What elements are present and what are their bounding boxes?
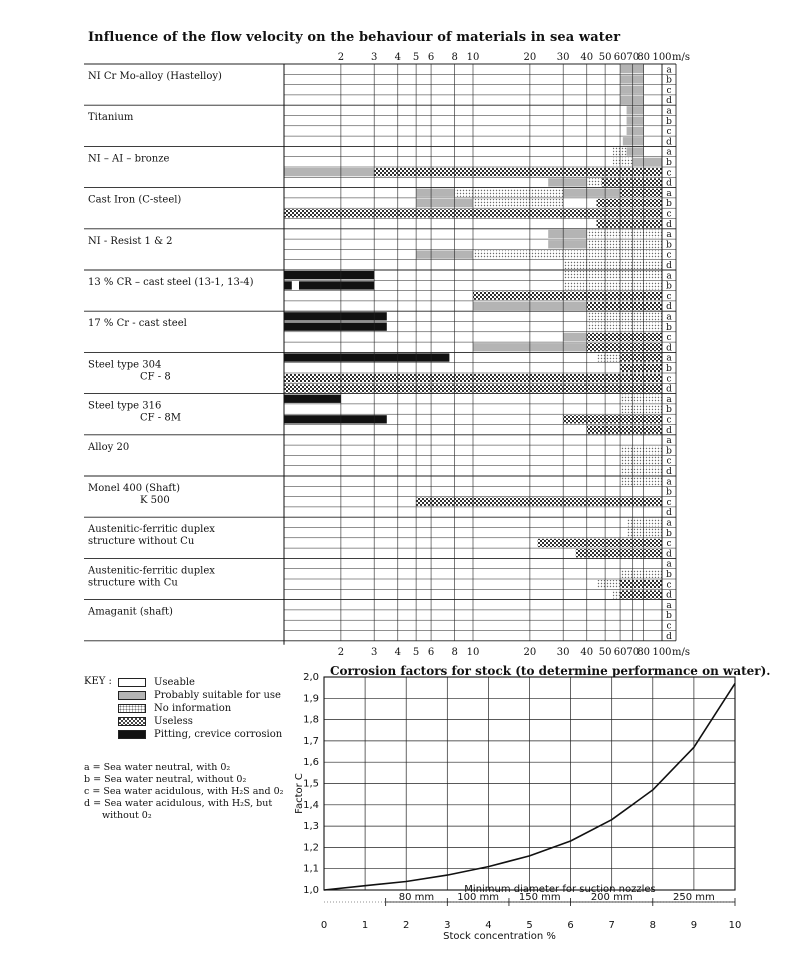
condition-label-b: b xyxy=(666,322,672,333)
x-tick-label-bottom: 3 xyxy=(370,646,378,658)
bar-no-info xyxy=(597,580,621,588)
condition-label-a: a xyxy=(666,188,672,199)
legend-swatch-useable xyxy=(118,678,146,687)
condition-label-d: d xyxy=(666,549,672,560)
legend-label: Pitting, crevice corrosion xyxy=(154,728,283,740)
material-label: Cast Iron (C-steel) xyxy=(88,194,182,206)
x-tick-label-bottom: 60 xyxy=(613,646,627,658)
bar-probably xyxy=(627,106,644,114)
bar-probably xyxy=(627,147,644,155)
y-tick-label: 2,0 xyxy=(303,672,319,683)
legend-label: Useless xyxy=(154,715,193,727)
bar-probably xyxy=(620,96,644,104)
x-unit-label-top: m/s xyxy=(672,52,690,63)
x-tick-label: 0 xyxy=(320,920,328,931)
nozzle-range-label: 250 mm xyxy=(673,892,715,903)
condition-label-d: d xyxy=(666,508,672,519)
legend-swatch-no-info xyxy=(118,704,146,713)
x-tick-label-top: 80 xyxy=(637,52,651,63)
nozzle-annotation-title: Minimum diameter for suction nozzles xyxy=(464,884,656,895)
bar-useless xyxy=(538,539,662,547)
x-tick-label: 10 xyxy=(728,920,742,931)
bar-useless xyxy=(473,292,662,300)
bar-probably xyxy=(416,199,473,207)
legend-swatch-pitting xyxy=(118,730,146,739)
condition-label-d: d xyxy=(666,343,672,354)
legend-heading: KEY : xyxy=(84,676,112,687)
condition-label-c: c xyxy=(666,85,672,96)
material-label: 17 % Cr - cast steel xyxy=(88,318,187,330)
x-tick-label-bottom: 80 xyxy=(637,646,651,658)
x-tick-label-bottom: 30 xyxy=(556,646,570,658)
nozzle-range-label: 150 mm xyxy=(518,892,561,903)
bar-useless xyxy=(620,364,662,372)
bar-pitting xyxy=(284,395,341,403)
x-tick-label-top: 70 xyxy=(626,52,640,63)
material-label: Steel type 316 xyxy=(88,400,162,412)
material-label: NI - Resist 1 & 2 xyxy=(88,235,173,247)
bar-probably xyxy=(416,189,455,197)
condition-label-a: a xyxy=(666,312,672,323)
x-tick-label: 7 xyxy=(608,920,615,931)
condition-label-c: c xyxy=(666,580,672,591)
condition-label-c: c xyxy=(666,374,672,385)
condition-note-d-cont: without 0₂ xyxy=(102,810,152,821)
x-unit-label-bottom: m/s xyxy=(672,646,690,658)
material-label: NI Cr Mo-alloy (Hastelloy) xyxy=(88,71,222,82)
y-tick-label: 1,8 xyxy=(303,714,319,726)
bar-useless xyxy=(597,199,663,207)
bar-useless xyxy=(587,426,662,434)
bar-probably xyxy=(620,86,644,94)
condition-label-c: c xyxy=(666,456,672,467)
x-tick-label-top: 6 xyxy=(427,52,435,63)
x-tick-label-bottom: 20 xyxy=(523,646,537,658)
condition-label-c: c xyxy=(666,291,672,302)
material-label: Titanium xyxy=(88,112,134,124)
material-label: Amaganit (shaft) xyxy=(88,606,173,618)
x-tick-label-top: 8 xyxy=(451,52,458,63)
x-tick-label-top: 5 xyxy=(412,52,420,63)
y-tick-label: 1,4 xyxy=(303,799,319,811)
bar-no-info xyxy=(620,456,662,464)
x-tick-label: 4 xyxy=(485,920,492,931)
x-tick-label: 8 xyxy=(649,920,656,931)
bar-useless xyxy=(563,415,587,423)
condition-label-b: b xyxy=(666,446,672,457)
nozzle-range-label: 200 mm xyxy=(590,892,633,903)
condition-label-c: c xyxy=(666,209,672,220)
x-tick-label-bottom: 8 xyxy=(451,646,458,658)
x-tick-label-top: 20 xyxy=(523,52,537,63)
x-tick-label-bottom: 40 xyxy=(580,646,594,658)
bar-useless xyxy=(587,333,662,341)
condition-note-b: b = Sea water neutral, without 0₂ xyxy=(84,774,247,785)
condition-label-d: d xyxy=(666,261,672,271)
bar-no-info xyxy=(587,178,602,186)
condition-label-b: b xyxy=(666,528,672,539)
condition-label-b: b xyxy=(666,405,672,416)
material-label-line2: CF - 8M xyxy=(140,412,181,424)
bar-probably xyxy=(416,250,473,258)
bar-no-info xyxy=(455,189,564,197)
x-tick-label: 9 xyxy=(690,920,698,931)
nozzle-range-label: 100 mm xyxy=(457,892,499,903)
bar-probably xyxy=(563,333,587,341)
legend-item-useless xyxy=(118,715,193,727)
x-tick-label: 2 xyxy=(403,920,410,931)
bar-no-info xyxy=(587,312,662,320)
material-label: NI – AI – bronze xyxy=(88,153,170,165)
condition-label-d: d xyxy=(666,425,672,436)
condition-label-c: c xyxy=(666,621,672,632)
x-tick-label-bottom: 6 xyxy=(427,646,435,658)
bar-no-info xyxy=(620,446,662,454)
legend-swatch-probably xyxy=(118,691,146,700)
bar-probably xyxy=(627,127,644,135)
condition-label-a: a xyxy=(666,65,672,76)
material-label-line2: K 500 xyxy=(140,495,170,506)
legend-item-useable xyxy=(118,676,195,688)
y-tick-label: 1,7 xyxy=(303,735,319,747)
x-tick-label-bottom: 2 xyxy=(337,646,345,658)
bar-no-info xyxy=(620,405,662,413)
bar-pitting xyxy=(299,281,374,289)
condition-label-d: d xyxy=(666,178,672,189)
x-tick-label-top: 50 xyxy=(598,52,612,63)
legend-label: Probably suitable for use xyxy=(154,689,281,701)
bar-useless xyxy=(576,549,662,557)
bar-pitting xyxy=(284,415,387,423)
x-tick-label-top: 3 xyxy=(370,52,378,63)
y-tick-label: 1,9 xyxy=(303,693,319,705)
bar-useless xyxy=(416,498,662,506)
x-tick-label-top: 100 xyxy=(652,52,672,63)
bar-no-info xyxy=(613,147,627,155)
legend-item-no-info xyxy=(118,702,231,714)
bar-no-info xyxy=(587,230,662,238)
x-tick-label-top: 2 xyxy=(337,52,345,63)
bar-probably xyxy=(633,158,662,166)
x-tick-label-bottom: 4 xyxy=(394,646,401,658)
y-axis-label: Factor C xyxy=(294,773,305,814)
bar-pitting xyxy=(284,271,374,279)
condition-label-c: c xyxy=(666,127,672,138)
bar-useless xyxy=(602,178,662,186)
condition-label-c: c xyxy=(666,539,672,550)
condition-label-a: a xyxy=(666,147,672,158)
x-tick-label-top: 10 xyxy=(466,52,480,63)
corrosion-chart-title: Corrosion factors for stock (to determine performance on water). xyxy=(330,664,771,678)
x-tick-label-bottom: 70 xyxy=(626,646,640,658)
condition-label-a: a xyxy=(666,477,672,488)
condition-label-a: a xyxy=(666,436,672,447)
condition-label-a: a xyxy=(666,230,672,241)
condition-note-a: a = Sea water neutral, with 0₂ xyxy=(84,762,231,773)
material-label-line2: CF - 8 xyxy=(140,371,171,383)
y-tick-label: 1,3 xyxy=(303,821,319,833)
bar-probably xyxy=(563,189,620,197)
bar-useless xyxy=(620,580,662,588)
condition-label-d: d xyxy=(666,467,672,477)
condition-label-d: d xyxy=(666,219,672,230)
condition-note-c: c = Sea water acidulous, with H₂S and 0₂ xyxy=(84,786,284,797)
bar-useless xyxy=(587,415,662,423)
condition-label-a: a xyxy=(666,271,672,282)
material-label: 13 % CR – cast steel (13-1, 13-4) xyxy=(88,277,254,288)
material-label-line2: structure without Cu xyxy=(88,536,195,548)
page-title: Influence of the flow velocity on the behaviour of materials in sea water xyxy=(88,30,621,45)
condition-label-b: b xyxy=(666,611,672,622)
condition-label-b: b xyxy=(666,281,672,292)
material-label: Steel type 304 xyxy=(88,359,162,371)
bar-pitting xyxy=(284,323,387,331)
bar-probably xyxy=(548,178,587,186)
condition-label-d: d xyxy=(666,137,672,148)
condition-label-b: b xyxy=(666,240,672,251)
condition-label-c: c xyxy=(666,415,672,426)
y-tick-label: 1,5 xyxy=(303,778,319,790)
bar-useless xyxy=(587,343,662,351)
y-tick-label: 1,6 xyxy=(303,757,319,769)
condition-label-d: d xyxy=(666,302,672,313)
condition-label-a: a xyxy=(666,600,672,611)
x-tick-label-bottom: 100 xyxy=(652,646,672,658)
condition-label-a: a xyxy=(666,559,672,570)
legend-label: No information xyxy=(154,702,232,714)
condition-label-b: b xyxy=(666,199,672,210)
condition-label-c: c xyxy=(666,168,672,179)
x-tick-label: 1 xyxy=(361,920,369,931)
bar-useless xyxy=(620,189,662,197)
bar-no-info xyxy=(597,353,621,361)
x-tick-label-bottom: 50 xyxy=(598,646,612,658)
condition-label-a: a xyxy=(666,106,672,117)
material-label: Austenitic-ferritic duplex xyxy=(88,565,215,577)
y-tick-label: 1,1 xyxy=(303,863,319,875)
condition-label-b: b xyxy=(666,570,672,580)
x-tick-label-top: 60 xyxy=(613,52,627,63)
condition-label-c: c xyxy=(666,250,672,261)
x-tick-label: 5 xyxy=(526,920,533,931)
bar-no-info xyxy=(620,477,662,485)
bar-probably xyxy=(548,230,587,238)
condition-label-a: a xyxy=(666,518,672,529)
condition-label-d: d xyxy=(666,96,672,107)
bar-no-info xyxy=(587,323,662,331)
legend-label: Useable xyxy=(154,676,195,688)
y-tick-label: 1,0 xyxy=(303,885,319,896)
condition-label-c: c xyxy=(666,497,672,508)
bar-probably xyxy=(548,240,587,248)
corrosion-factor-chart xyxy=(294,672,741,942)
condition-label-d: d xyxy=(666,590,672,601)
bar-pitting xyxy=(284,312,387,320)
legend-item-probably xyxy=(118,689,281,701)
bar-no-info xyxy=(620,570,662,578)
bar-useless xyxy=(587,302,662,310)
bar-no-info xyxy=(627,529,662,537)
condition-label-b: b xyxy=(666,116,672,127)
bar-probably xyxy=(620,65,644,73)
x-tick-label: 3 xyxy=(444,920,451,931)
bar-useless xyxy=(620,590,662,598)
condition-label-b: b xyxy=(666,487,672,498)
bar-no-info xyxy=(473,199,563,207)
bar-probably xyxy=(620,75,644,83)
bar-no-info xyxy=(563,261,662,269)
x-tick-label-bottom: 10 xyxy=(466,646,480,658)
bar-useless xyxy=(597,220,663,228)
condition-label-b: b xyxy=(666,158,672,168)
bar-pitting xyxy=(284,353,449,361)
bar-probably xyxy=(627,117,644,125)
bar-probably xyxy=(623,137,644,145)
bar-pitting xyxy=(284,281,292,289)
bar-useless xyxy=(620,353,662,361)
bar-no-info xyxy=(620,395,662,403)
condition-label-a: a xyxy=(666,394,672,405)
x-tick-label-bottom: 5 xyxy=(412,646,420,658)
condition-note-d: d = Sea water acidulous, with H₂S, but xyxy=(84,798,273,809)
material-label-line2: structure with Cu xyxy=(88,577,178,589)
bar-no-info xyxy=(613,158,633,166)
legend-swatch-useless xyxy=(118,717,146,726)
bar-probably xyxy=(284,168,374,176)
bar-no-info xyxy=(613,590,620,598)
condition-label-c: c xyxy=(666,333,672,344)
bar-no-info xyxy=(627,518,662,526)
condition-label-b: b xyxy=(666,75,672,86)
material-label: Alloy 20 xyxy=(88,441,130,453)
bar-no-info xyxy=(620,467,662,475)
bar-no-info xyxy=(587,240,662,248)
bar-no-info xyxy=(563,271,662,279)
condition-label-a: a xyxy=(666,353,672,364)
bar-useless xyxy=(374,168,662,176)
condition-label-d: d xyxy=(666,631,672,642)
x-tick-label-top: 4 xyxy=(394,52,401,63)
bar-no-info xyxy=(473,250,662,258)
bar-no-info xyxy=(563,281,662,289)
x-tick-label-top: 40 xyxy=(580,52,594,63)
x-tick-label-top: 30 xyxy=(556,52,570,63)
legend-item-pitting xyxy=(118,728,282,740)
y-tick-label: 1,2 xyxy=(303,842,319,854)
x-axis-label: Stock concentration % xyxy=(443,931,556,942)
x-tick-label: 6 xyxy=(567,920,574,931)
material-label: Austenitic-ferritic duplex xyxy=(88,524,215,536)
condition-label-b: b xyxy=(666,364,672,374)
material-label: Monel 400 (Shaft) xyxy=(88,483,181,494)
nozzle-range-label: 80 mm xyxy=(398,892,435,903)
condition-label-d: d xyxy=(666,384,672,395)
